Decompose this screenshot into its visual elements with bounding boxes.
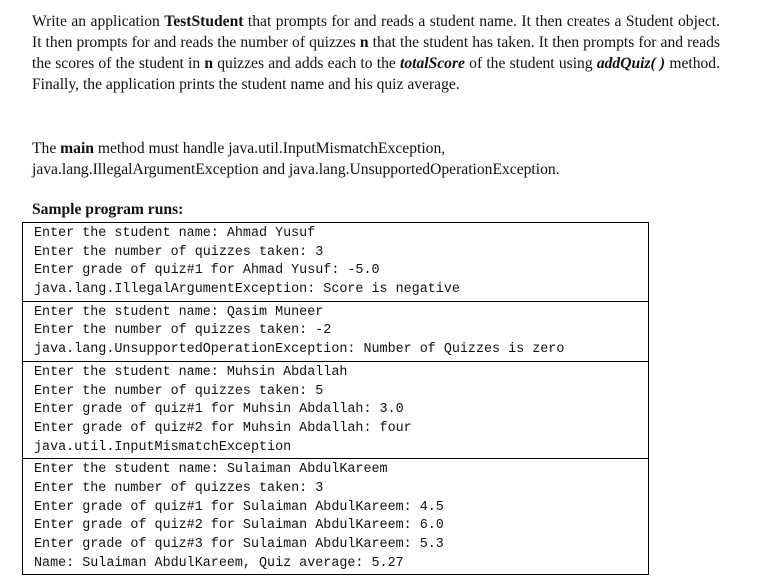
output-line: Enter grade of quiz#2 for Sulaiman AbdulKareem: 6.0: [34, 518, 444, 534]
desc-text: that the student has taken. It then prompts for and reads the scores of the student in: [32, 34, 720, 72]
output-line: Enter the number of quizzes taken: 3: [34, 480, 324, 496]
output-line: Enter the number of quizzes taken: 3: [34, 244, 324, 260]
method-main: main: [60, 140, 94, 157]
output-line: Enter grade of quiz#1 for Ahmad Yusuf: -5.0: [34, 263, 380, 279]
sample-runs: [22, 222, 649, 575]
desc-text: that prompts for and reads a student name. It then creates a Student object. It then prompts for and reads the number of quizzes: [32, 13, 720, 51]
sample-run: [22, 223, 649, 302]
output-line: java.lang.UnsupportedOperationException: Number of Quizzes is zero: [34, 342, 565, 358]
output-line: Enter grade of quiz#1 for Sulaiman AbdulKareem: 4.5: [34, 499, 444, 515]
desc-text: Write an application: [32, 13, 165, 30]
output-line: Enter the student name: Sulaiman AbdulKareem: [34, 462, 388, 478]
problem-description: [32, 11, 720, 95]
req-text: The: [32, 140, 61, 157]
sample-runs-heading: Sample program runs:: [32, 201, 184, 218]
desc-text: method. Finally, the application prints the student name and his quiz average.: [32, 55, 720, 93]
output-line: java.util.InputMismatchException: [34, 439, 292, 455]
output-line: Enter the student name: Ahmad Yusuf: [34, 226, 316, 241]
desc-text: quizzes and adds each to the: [213, 55, 400, 72]
class-name-teststudent: TestStudent: [164, 13, 244, 30]
output-line: Enter the number of quizzes taken: -2: [34, 323, 332, 339]
sample-run: [22, 302, 649, 362]
desc-text: of the student using: [464, 55, 597, 72]
output-line: Enter the student name: Qasim Muneer: [34, 304, 324, 320]
output-line: Name: Sulaiman AbdulKareem, Quiz average: 5.27: [34, 555, 404, 571]
exception-requirement: [32, 138, 720, 180]
output-line: Enter grade of quiz#2 for Muhsin Abdallah: four: [34, 420, 412, 436]
sample-run: [22, 362, 649, 459]
output-line: Enter grade of quiz#1 for Muhsin Abdallah: 3.0: [34, 402, 404, 418]
output-line: Enter the student name: Muhsin Abdallah: [34, 364, 348, 380]
output-line: Enter grade of quiz#3 for Sulaiman AbdulKareem: 5.3: [34, 537, 444, 552]
method-addquiz: addQuiz( ): [596, 55, 666, 72]
sample-run: [22, 459, 649, 575]
req-text: java.lang.IllegalArgumentException and java.lang.UnsupportedOperationException.: [32, 161, 560, 178]
req-text: method must handle java.util.InputMismatchException,: [93, 140, 446, 157]
variable-n: n: [204, 55, 214, 72]
output-line: java.lang.IllegalArgumentException: Score is negative: [34, 282, 460, 298]
output-line: Enter the number of quizzes taken: 5: [34, 383, 324, 399]
field-totalscore: totalScore: [400, 55, 465, 72]
variable-n: n: [359, 34, 369, 51]
